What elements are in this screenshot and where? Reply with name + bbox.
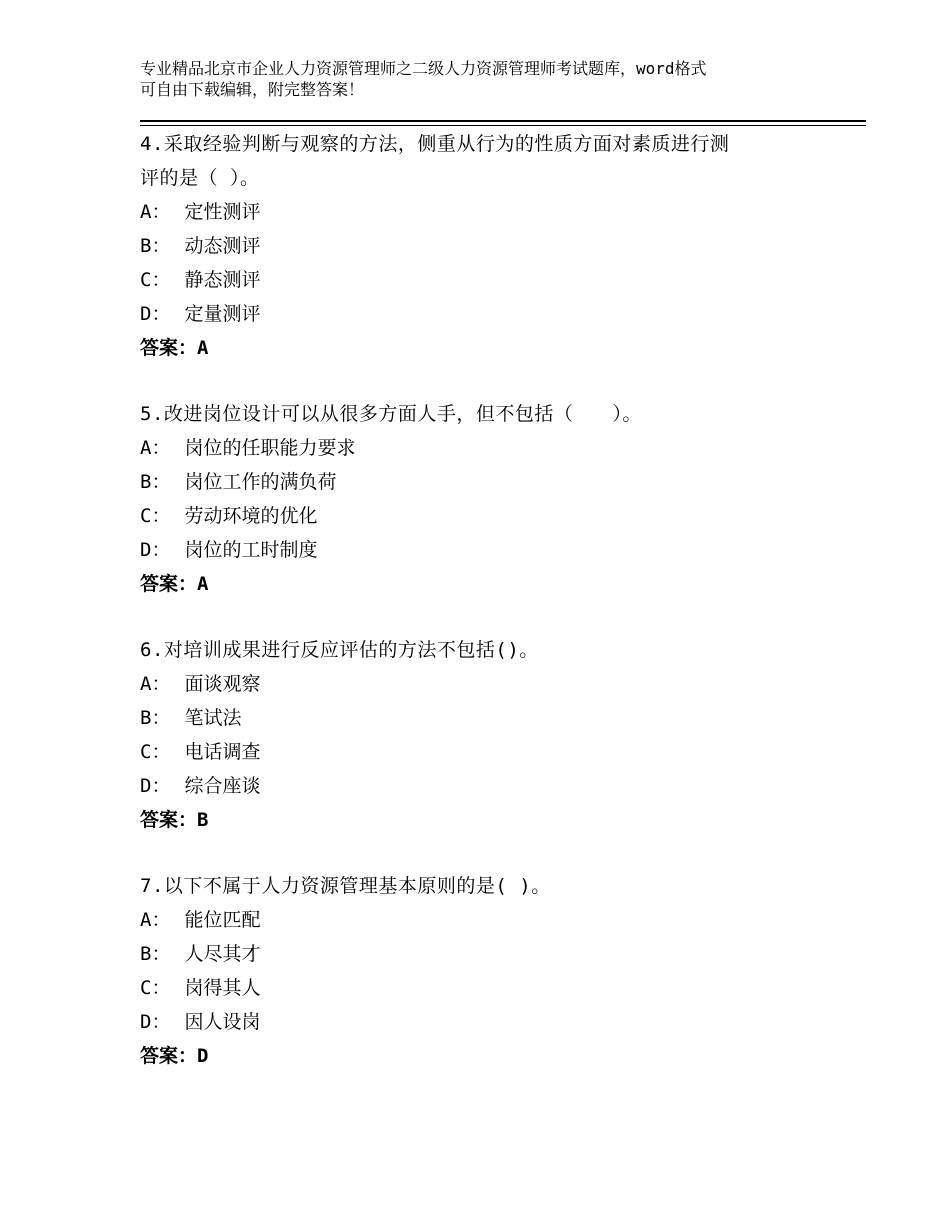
- option-text: 因人设岗: [184, 1011, 261, 1033]
- document-header: [140, 58, 830, 100]
- header-rule-thin: [140, 125, 866, 126]
- option-b: [140, 701, 840, 735]
- option-d: [140, 533, 840, 567]
- option-text: 静态测评: [184, 269, 261, 291]
- header-rule-thick: [140, 120, 866, 122]
- option-text: 面谈观察: [184, 673, 261, 695]
- option-text: 岗位工作的满负荷: [184, 471, 337, 493]
- question-4: [140, 127, 840, 365]
- option-text: 岗位的工时制度: [184, 539, 318, 561]
- question-text-line-1: 6.对培训成果进行反应评估的方法不包括()。: [140, 639, 539, 661]
- option-text: 电话调查: [184, 741, 261, 763]
- header-line-2: 可自由下载编辑，附完整答案！: [140, 80, 365, 99]
- option-d: [140, 769, 840, 803]
- answer-value: A: [197, 337, 209, 359]
- option-letter: C：: [140, 977, 171, 999]
- option-text: 劳动环境的优化: [184, 505, 318, 527]
- answer-line: [140, 803, 840, 837]
- question-5: [140, 397, 840, 601]
- answer-label: 答案：: [140, 1045, 198, 1067]
- option-text: 岗得其人: [184, 977, 261, 999]
- question-text: [140, 633, 840, 667]
- option-letter: D：: [140, 775, 171, 797]
- option-letter: A：: [140, 201, 171, 223]
- option-b: [140, 937, 840, 971]
- option-letter: C：: [140, 505, 171, 527]
- question-text-line-1: 7.以下不属于人力资源管理基本原则的是( )。: [140, 875, 551, 897]
- option-a: [140, 431, 840, 465]
- option-text: 人尽其才: [184, 943, 261, 965]
- option-letter: D：: [140, 1011, 171, 1033]
- option-b: [140, 465, 840, 499]
- option-text: 定量测评: [184, 303, 261, 325]
- question-text-line-1: 4.采取经验判断与观察的方法，侧重从行为的性质方面对素质进行测: [140, 133, 730, 155]
- option-a: [140, 667, 840, 701]
- option-text: 岗位的任职能力要求: [184, 437, 356, 459]
- option-a: [140, 195, 840, 229]
- question-6: [140, 633, 840, 837]
- answer-value: D: [197, 1045, 209, 1067]
- question-text-line-2: 评的是（ ）。: [140, 167, 260, 189]
- answer-line: [140, 1039, 840, 1073]
- option-c: [140, 735, 840, 769]
- option-letter: D：: [140, 303, 171, 325]
- option-d: [140, 1005, 840, 1039]
- option-text: 能位匹配: [184, 909, 261, 931]
- answer-label: 答案：: [140, 809, 198, 831]
- header-line-1: 专业精品北京市企业人力资源管理师之二级人力资源管理师考试题库，word格式: [140, 59, 707, 78]
- question-text: [140, 397, 840, 431]
- option-a: [140, 903, 840, 937]
- option-c: [140, 971, 840, 1005]
- option-c: [140, 263, 840, 297]
- question-7: [140, 869, 840, 1073]
- answer-line: [140, 567, 840, 601]
- option-letter: C：: [140, 741, 171, 763]
- option-letter: C：: [140, 269, 171, 291]
- option-d: [140, 297, 840, 331]
- answer-line: [140, 331, 840, 365]
- question-list: [140, 127, 840, 1105]
- option-text: 笔试法: [184, 707, 242, 729]
- option-b: [140, 229, 840, 263]
- question-text: [140, 127, 840, 195]
- option-text: 综合座谈: [184, 775, 261, 797]
- question-text: [140, 869, 840, 903]
- question-text-line-1: 5.改进岗位设计可以从很多方面人手，但不包括（ ）。: [140, 403, 642, 425]
- option-letter: B：: [140, 943, 171, 965]
- option-letter: A：: [140, 437, 171, 459]
- option-text: 动态测评: [184, 235, 261, 257]
- option-letter: B：: [140, 471, 171, 493]
- option-letter: A：: [140, 909, 171, 931]
- answer-label: 答案：: [140, 573, 198, 595]
- option-c: [140, 499, 840, 533]
- option-letter: B：: [140, 707, 171, 729]
- answer-value: B: [197, 809, 209, 831]
- option-letter: D：: [140, 539, 171, 561]
- answer-value: A: [197, 573, 209, 595]
- answer-label: 答案：: [140, 337, 198, 359]
- option-text: 定性测评: [184, 201, 261, 223]
- option-letter: B：: [140, 235, 171, 257]
- option-letter: A：: [140, 673, 171, 695]
